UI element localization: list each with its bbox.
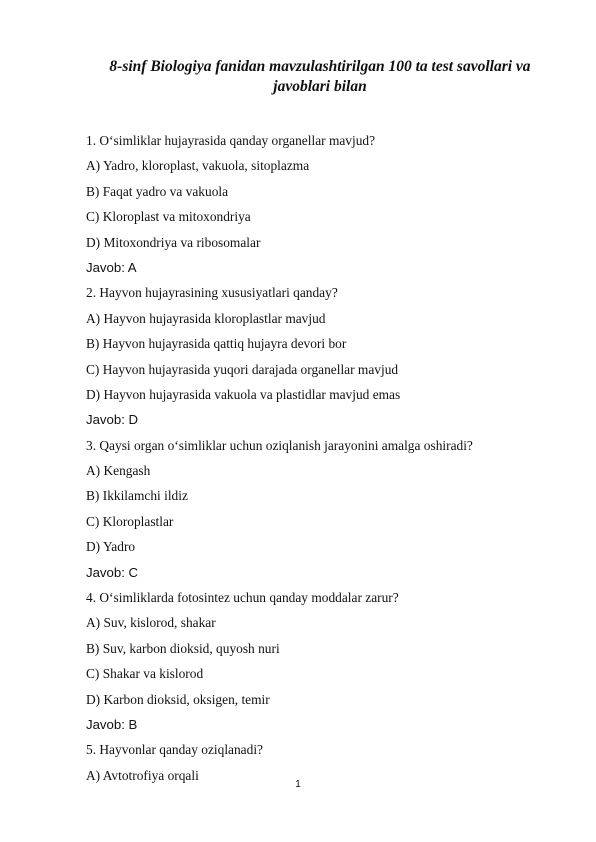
- question-text: 3. Qaysi organ o‘simliklar uchun oziqlanish jarayonini amalga oshiradi?: [86, 437, 473, 453]
- option-a: A) Yadro, kloroplast, vakuola, sitoplazma: [86, 158, 310, 174]
- option-b: B) Hayvon hujayrasida qattiq hujayra devori bor: [86, 336, 347, 352]
- option-c: C) Hayvon hujayrasida yuqori darajada organellar mavjud: [86, 361, 399, 377]
- option-d: D) Hayvon hujayrasida vakuola va plastidlar mavjud emas: [86, 386, 401, 402]
- question-text: 5. Hayvonlar qanday oziqlanadi?: [86, 742, 263, 758]
- option-a: A) Hayvon hujayrasida kloroplastlar mavjud: [86, 310, 326, 326]
- option-b: B) Ikkilamchi ildiz: [86, 488, 188, 504]
- answer-text: Javob: B: [86, 716, 138, 732]
- document-title: 8-sinf Biologiya fanidan mavzulashtirilgan 100 ta test savollari va javoblari bilan: [109, 58, 531, 95]
- question-text: 2. Hayvon hujayrasining xususiyatlari qanday?: [86, 285, 338, 301]
- question-text: 4. O‘simliklarda fotosintez uchun qanday moddalar zarur?: [86, 590, 399, 606]
- option-b: B) Faqat yadro va vakuola: [86, 183, 229, 199]
- option-d: D) Mitoxondriya va ribosomalar: [86, 234, 261, 250]
- option-d: D) Yadro: [86, 539, 136, 555]
- option-b: B) Suv, karbon dioksid, quyosh nuri: [86, 640, 280, 656]
- answer-text: Javob: C: [86, 564, 139, 580]
- page-number: 1: [295, 779, 301, 790]
- answer-text: Javob: D: [86, 412, 139, 428]
- question-list: [86, 128, 546, 788]
- option-c: C) Kloroplast va mitoxondriya: [86, 209, 251, 225]
- option-a: A) Suv, kislorod, shakar: [86, 615, 216, 631]
- option-c: C) Shakar va kislorod: [86, 666, 204, 682]
- option-a: A) Avtotrofiya orqali: [86, 767, 199, 783]
- option-a: A) Kengash: [86, 463, 151, 479]
- option-c: C) Kloroplastlar: [86, 513, 174, 529]
- option-d: D) Karbon dioksid, oksigen, temir: [86, 691, 270, 707]
- answer-text: Javob: A: [86, 259, 137, 275]
- question-text: 1. O‘simliklar hujayrasida qanday organellar mavjud?: [86, 133, 376, 148]
